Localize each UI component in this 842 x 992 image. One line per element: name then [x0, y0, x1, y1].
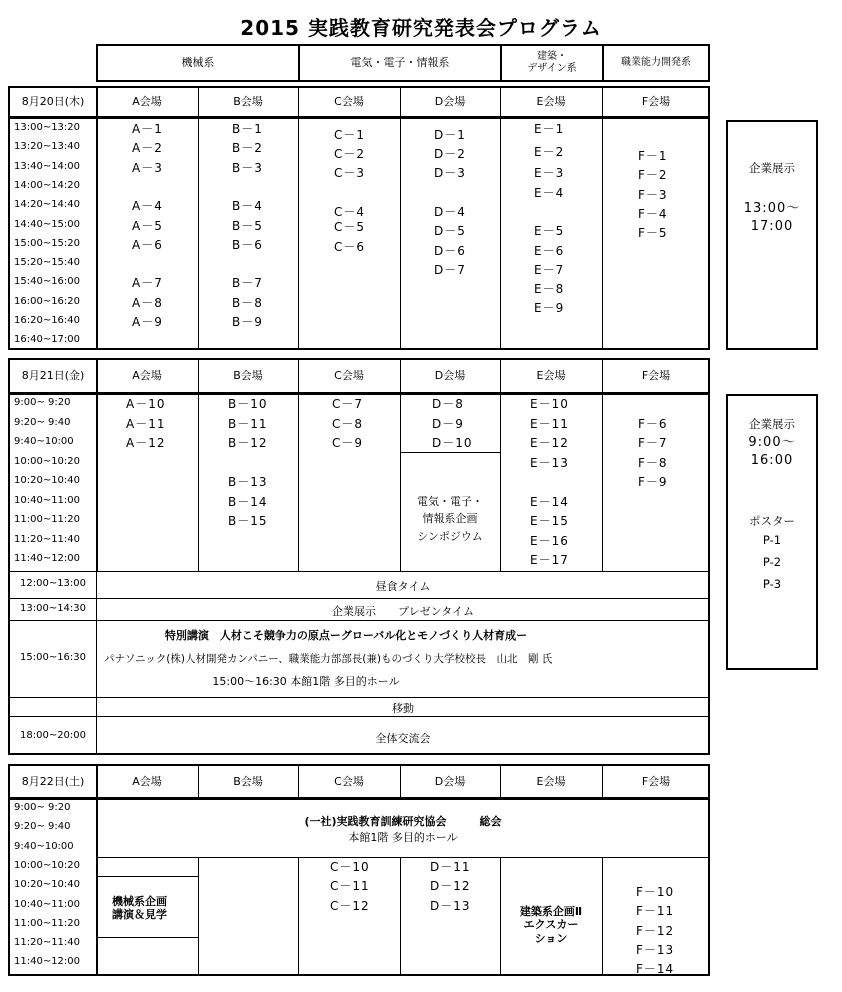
- session-c: C－6: [334, 239, 366, 254]
- time-slot: 10:00~10:20: [14, 859, 81, 871]
- session-e: E－11: [530, 416, 569, 431]
- time-slot: 10:20~10:40: [14, 475, 81, 486]
- party-time: 18:00~20:00: [20, 730, 87, 741]
- session-a: A－10: [126, 397, 166, 411]
- room-header-a: A会場: [132, 95, 162, 109]
- session-a: A－7: [132, 276, 163, 291]
- time-slot: 14:20~14:40: [14, 199, 81, 211]
- session-d: D－2: [434, 147, 466, 162]
- session-b: B－4: [232, 199, 263, 214]
- side2-label: 企業展示: [749, 417, 795, 431]
- page-title: 2015 実践教育研究発表会プログラム: [240, 16, 602, 40]
- time-slot: 16:00~16:20: [14, 295, 81, 307]
- session-e: E－3: [534, 166, 565, 181]
- room-header-d: D会場: [434, 369, 466, 383]
- day3-a-event: 機械系企画 講演＆見学: [112, 894, 167, 921]
- session-c: C－7: [332, 397, 364, 411]
- poster-item: P-1: [762, 533, 782, 547]
- session-b: B－2: [232, 141, 263, 156]
- session-e: E－7: [534, 262, 565, 277]
- room-header-e: E会場: [536, 774, 566, 788]
- session-d: D－11: [430, 860, 471, 874]
- session-c: C－10: [330, 860, 370, 874]
- session-a: A－8: [132, 295, 163, 310]
- time-slot: 11:40~12:00: [14, 956, 81, 968]
- time-slot: 9:00~ 9:20: [14, 802, 71, 813]
- room-header-c: C会場: [334, 369, 364, 383]
- general-meeting-line1: (一社)実践教育訓練研究協会 総会: [304, 815, 502, 828]
- session-c: C－1: [334, 127, 366, 142]
- time-slot: 10:20~10:40: [14, 879, 81, 891]
- session-d: D－13: [430, 898, 471, 913]
- time-slot: 11:00~11:20: [14, 917, 81, 929]
- session-f: F－11: [636, 904, 675, 919]
- time-slot: 11:40~12:00: [14, 553, 81, 564]
- session-e: E－10: [530, 397, 569, 411]
- session-c: C－8: [332, 416, 364, 431]
- session-b: B－11: [228, 416, 268, 431]
- lecture-place: 15:00～16:30 本館1階 多目的ホール: [212, 675, 400, 688]
- room-header-b: B会場: [233, 369, 263, 383]
- session-f: F－13: [636, 942, 675, 957]
- room-header-e: E会場: [536, 369, 566, 383]
- category-electrical: 電気・電子・情報系: [350, 56, 450, 70]
- session-e: E－16: [530, 533, 569, 548]
- side1-time: 13:00～ 17:00: [743, 201, 801, 235]
- session-b: B－10: [228, 397, 268, 411]
- time-slot: 9:40~10:00: [14, 436, 74, 447]
- room-header-c: C会場: [334, 774, 364, 788]
- time-slot: 11:00~11:20: [14, 514, 81, 525]
- time-slot: 13:40~14:00: [14, 160, 81, 172]
- poster-item: P-2: [762, 555, 782, 569]
- time-slot: 9:20~ 9:40: [14, 416, 71, 428]
- session-d: D－6: [434, 243, 466, 258]
- session-d: D－8: [432, 397, 464, 411]
- room-header-c: C会場: [334, 95, 364, 109]
- room-header-a: A会場: [132, 369, 162, 383]
- lunch-time: 12:00~13:00: [20, 578, 87, 589]
- session-f: F－5: [638, 226, 668, 241]
- lecture-speaker: パナソニック(株)人材開発カンパニー、職業能力部部長(兼)ものづくり大学校校長 山北 剛 氏: [104, 653, 553, 665]
- session-e: E－12: [530, 436, 569, 450]
- session-f: F－1: [638, 149, 668, 164]
- session-b: B－12: [228, 436, 268, 450]
- session-e: E－1: [534, 122, 565, 136]
- session-e: E－2: [534, 145, 565, 160]
- time-slot: 13:00~13:20: [14, 122, 81, 133]
- session-a: A－4: [132, 199, 163, 214]
- day2-date: 8月21日(金): [21, 369, 85, 383]
- session-a: A－1: [132, 122, 163, 136]
- session-d: D－9: [432, 416, 464, 431]
- time-slot: 10:40~11:00: [14, 494, 81, 506]
- day1-date: 8月20日(木): [21, 95, 85, 109]
- time-slot: 10:40~11:00: [14, 898, 81, 910]
- general-meeting-line2: 本館1階 多目的ホール: [348, 831, 458, 844]
- room-header-f: F会場: [641, 95, 671, 109]
- session-e: E－4: [534, 185, 565, 200]
- time-slot: 11:20~11:40: [14, 937, 81, 949]
- side1-label: 企業展示: [749, 161, 795, 175]
- time-slot: 13:20~13:40: [14, 141, 81, 153]
- session-a: A－5: [132, 218, 163, 233]
- time-slot: 9:40~10:00: [14, 840, 74, 852]
- session-f: F－12: [636, 923, 675, 938]
- session-b: B－8: [232, 295, 263, 310]
- move-label: 移動: [392, 702, 414, 715]
- session-a: A－11: [126, 416, 166, 431]
- session-e: E－14: [530, 494, 569, 509]
- session-f: F－10: [636, 885, 675, 900]
- session-d: D－12: [430, 879, 471, 894]
- poster-label: ポスター: [749, 514, 795, 528]
- day2-symposium: 電気・電子・ 情報系企画 シンポジウム: [417, 495, 483, 543]
- party-label: 全体交流会: [375, 732, 431, 745]
- session-b: B－9: [232, 315, 263, 329]
- session-b: B－15: [228, 514, 268, 528]
- session-a: A－2: [132, 141, 163, 156]
- poster-item: P-3: [762, 577, 782, 591]
- session-b: B－1: [232, 122, 263, 136]
- room-header-e: E会場: [536, 95, 566, 109]
- time-slot: 16:20~16:40: [14, 315, 81, 326]
- session-b: B－5: [232, 218, 263, 233]
- session-e: E－6: [534, 243, 565, 258]
- presen-label: 企業展示 プレゼンタイム: [332, 605, 474, 618]
- session-c: C－4: [334, 204, 366, 219]
- time-slot: 11:20~11:40: [14, 533, 81, 545]
- time-slot: 15:40~16:00: [14, 276, 81, 288]
- side2-time: 9:00～ 16:00: [748, 435, 796, 468]
- day3-date: 8月22日(土): [21, 774, 85, 788]
- session-a: A－12: [126, 436, 166, 450]
- session-e: E－5: [534, 224, 565, 239]
- time-slot: 15:20~15:40: [14, 257, 81, 269]
- session-f: F－7: [638, 436, 668, 450]
- session-f: F－8: [638, 455, 668, 470]
- room-header-f: F会場: [641, 369, 671, 383]
- session-a: A－3: [132, 160, 163, 175]
- session-b: B－7: [232, 276, 263, 291]
- category-architecture: 建築・ デザイン系: [527, 51, 577, 74]
- session-b: B－14: [228, 494, 268, 509]
- session-f: F－3: [638, 187, 668, 202]
- session-d: D－3: [434, 166, 466, 181]
- session-f: F－2: [638, 168, 668, 183]
- session-e: E－13: [530, 455, 569, 470]
- time-slot: 16:40~17:00: [14, 334, 81, 346]
- session-f: F－14: [636, 962, 675, 977]
- room-header-f: F会場: [641, 774, 671, 788]
- session-d: D－7: [434, 262, 466, 277]
- room-header-a: A会場: [132, 774, 162, 788]
- session-d: D－5: [434, 224, 466, 239]
- day3-e-event: 建築系企画Ⅱ エクスカー ション: [519, 905, 583, 945]
- time-slot: 9:00~ 9:20: [14, 397, 71, 408]
- session-b: B－3: [232, 160, 263, 175]
- time-slot: 14:00~14:20: [14, 179, 81, 191]
- session-d: D－10: [432, 436, 473, 450]
- session-e: E－15: [530, 514, 569, 528]
- session-b: B－6: [232, 237, 263, 252]
- session-b: B－13: [228, 475, 268, 489]
- session-c: C－11: [330, 879, 370, 894]
- session-f: F－6: [638, 416, 668, 431]
- session-f: F－9: [638, 475, 668, 489]
- session-e: E－17: [530, 553, 569, 567]
- presen-time: 13:00~14:30: [20, 603, 87, 614]
- category-mechanical: 機械系: [181, 56, 215, 70]
- session-c: C－9: [332, 436, 364, 450]
- room-header-d: D会場: [434, 95, 466, 109]
- session-d: D－1: [434, 127, 466, 142]
- lecture-title: 特別講演 人材こそ競争力の原点ーグローバル化とモノづくり人材育成ー: [164, 629, 528, 642]
- session-d: D－4: [434, 204, 466, 219]
- session-c: C－2: [334, 147, 366, 162]
- session-c: C－3: [334, 166, 366, 181]
- room-header-b: B会場: [233, 774, 263, 788]
- time-slot: 10:00~10:20: [14, 455, 81, 467]
- category-vocational: 職業能力開発系: [621, 57, 691, 68]
- session-e: E－9: [534, 301, 565, 316]
- lunch-label: 昼食タイム: [375, 580, 431, 593]
- time-slot: 14:40~15:00: [14, 218, 81, 230]
- room-header-b: B会場: [233, 95, 263, 109]
- session-c: C－12: [330, 898, 370, 913]
- session-f: F－4: [638, 206, 668, 221]
- session-a: A－9: [132, 315, 163, 329]
- session-a: A－6: [132, 237, 163, 252]
- room-header-d: D会場: [434, 774, 466, 788]
- time-slot: 9:20~ 9:40: [14, 821, 71, 833]
- lecture-time: 15:00~16:30: [20, 652, 87, 663]
- session-e: E－8: [534, 282, 565, 297]
- time-slot: 15:00~15:20: [14, 237, 81, 249]
- session-c: C－5: [334, 220, 366, 235]
